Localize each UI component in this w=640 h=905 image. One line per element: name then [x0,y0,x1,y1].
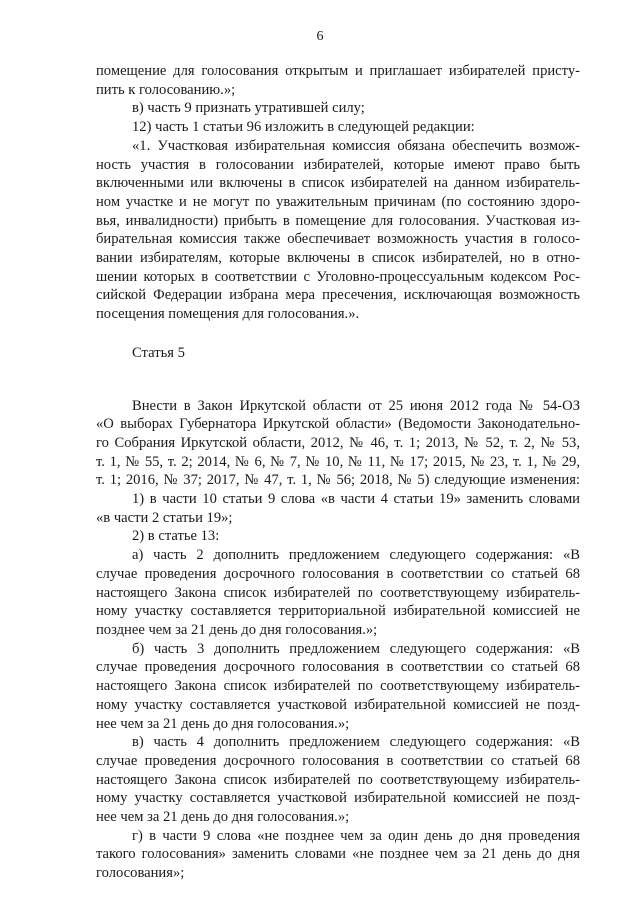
text-line: нее чем за 21 день до дня голосования.»; [96,809,350,826]
article-heading: Статья 5 [132,344,185,361]
text-line: нее чем за 21 день до дня голосования.»; [96,715,350,732]
text-line: настоящего Закона список избирателей по соответствующему избиратель- [96,771,580,788]
text-line: «1. Участковая избирательная комиссия обязана обеспечить возмож- [132,137,580,154]
text-line: сийской Федерации избрана мера пресечения, исключающая возможность [96,287,580,304]
text-line: в) часть 9 признать утратившей силу; [132,100,365,117]
text-line: настоящего Закона список избирателей по соответствующему избиратель- [96,584,580,601]
text-line: т. 1; 2016, № 37; 2017, № 47, т. 1, № 56; 2018, № 5) следующие изменения: [96,472,580,489]
paragraph-block-2 [96,397,580,883]
text-line: помещение для голосования открытым и приглашает избирателей присту- [96,63,580,79]
text-line: «О выборах Губернатора Иркутской области» (Ведомости Законодательно- [96,416,580,433]
text-line: г) в части 9 слова «не позднее чем за один день до дня проведения [132,827,580,844]
text-line: вании избирателям, которые включены в список избирателей, но в отно- [96,250,580,267]
text-line: случае проведения досрочного голосования в соответствии со статьей 68 [96,752,580,769]
text-line: голосования»; [96,865,185,882]
text-line: ном участке и не могут по уважительным причинам (по состоянию здоро- [96,193,580,210]
text-line: пить к голосованию.»; [96,81,236,98]
text-line: бирательная комиссия также обеспечивает возможность участия в голосо- [96,231,580,248]
text-line: случае проведения досрочного голосования в соответствии со статьей 68 [96,659,580,676]
text-line: ному участку составляется участковой избирательной комиссией не позд- [96,790,580,807]
text-line: «в части 2 статьи 19»; [96,509,233,526]
text-line: т. 1, № 55, т. 2; 2014, № 6, № 7, № 10, № 11, № 17; 2015, № 23, т. 1, № 29, [96,453,580,470]
text-line: 1) в части 10 статьи 9 слова «в части 4 статьи 19» заменить словами [132,491,580,508]
text-line: б) часть 3 дополнить предложением следующего содержания: «В [132,640,580,657]
text-line: позднее чем за 21 день до дня голосования.»; [96,621,378,638]
page-number: 6 [316,29,324,44]
text-line: настоящего Закона список избирателей по соответствующему избиратель- [96,678,580,695]
paragraph-block-1 [96,62,580,324]
text-line: ному участку составляется участковой избирательной комиссией не позд- [96,696,580,713]
text-line: а) часть 2 дополнить предложением следующего содержания: «В [132,547,580,564]
text-line: посещения помещения для голосования.». [96,306,360,323]
text-line: вья, инвалидности) прибыть в помещение для голосования. Участковая из- [96,212,580,229]
text-line: ность участия в голосовании избирателей, которые имеют право быть [96,156,580,173]
spacer [96,324,580,344]
text-line: в) часть 4 дополнить предложением следующего содержания: «В [132,734,580,751]
spacer [96,380,580,397]
spacer [96,363,580,380]
text-line: шении которых в соответствии с Уголовно-процессуальным кодексом Рос- [96,268,580,285]
document-body [96,62,580,883]
text-line: Внести в Закон Иркутской области от 25 июня 2012 года № 54-ОЗ [132,397,580,414]
text-line: 12) часть 1 статьи 96 изложить в следующей редакции: [132,119,475,136]
text-line: 2) в статье 13: [132,528,220,545]
text-line: го Собрания Иркутской области, 2012, № 46, т. 1; 2013, № 52, т. 2, № 53, [96,434,580,451]
text-line: такого голосования» заменить словами «не позднее чем за 21 день до дня [96,846,580,863]
text-line: случае проведения досрочного голосования в соответствии со статьей 68 [96,565,580,582]
text-line: включенными или включены в список избирателей на данном избиратель- [96,175,580,192]
text-line: ному участку составляется территориальной избирательной комиссией не [96,603,580,620]
